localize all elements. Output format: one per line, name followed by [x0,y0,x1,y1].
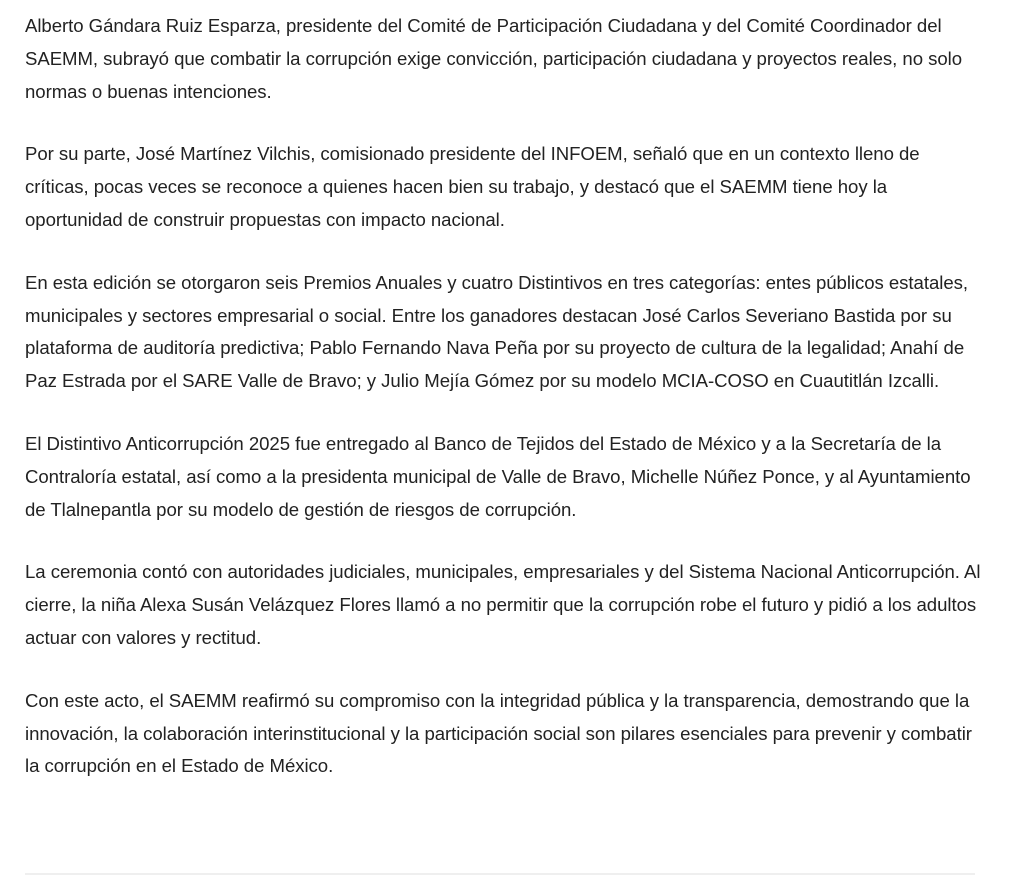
paragraph-5: La ceremonia contó con autoridades judiciales, municipales, empresariales y del Sistema Nacional Anticorrupción. Al cierre, la niña Alexa Susán Velázquez Flores llamó a no permitir que la corrupción robe el futuro y pidió a los adultos actuar con valores y rectitud. [25,561,981,648]
paragraph-3: En esta edición se otorgaron seis Premios Anuales y cuatro Distintivos en tres categorías: entes públicos estatales, municipales y sectores empresarial o social. Entre los ganadores destacan José Carlos Severiano Bastida por su plataforma de auditoría predictiva; Pablo Fernando Nava Peña por su proyecto de cultura de la legalidad; Anahí de Paz Estrada por el SARE Valle de Bravo; y Julio Mejía Gómez por su modelo MCIA-COSO en Cuautitlán Izcalli. [25,271,968,392]
paragraph-2: Por su parte, José Martínez Vilchis, comisionado presidente del INFOEM, señaló que en un contexto lleno de críticas, pocas veces se reconoce a quienes hacen bien su trabajo, y destacó que el SAEMM tiene hoy la oportunidad de construir propuestas con impacto nacional. [25,143,920,230]
paragraph-1: Alberto Gándara Ruiz Esparza, presidente del Comité de Participación Ciudadana y del Comité Coordinador del SAEMM, subrayó que combatir la corrupción exige convicción, participación ciudadana y proyectos reales, no solo normas o buenas intenciones. [25,15,963,102]
paragraph-6: Con este acto, el SAEMM reafirmó su compromiso con la integridad pública y la transparencia, demostrando que la innovación, la colaboración interinstitucional y la participación social son pilares esenciales para prevenir y combatir la corrupción en el Estado de México. [25,689,972,777]
paragraph-4: El Distintivo Anticorrupción 2025 fue entregado al Banco de Tejidos del Estado de México y a la Secretaría de la Contraloría estatal, así como a la presidenta municipal de Valle de Bravo, Michelle Núñez Ponce, y al Ayuntamiento de Tlalnepantla por su modelo de gestión de riesgos de corrupción. [25,432,971,520]
article-body [25,10,987,813]
bottom-divider [25,873,975,875]
